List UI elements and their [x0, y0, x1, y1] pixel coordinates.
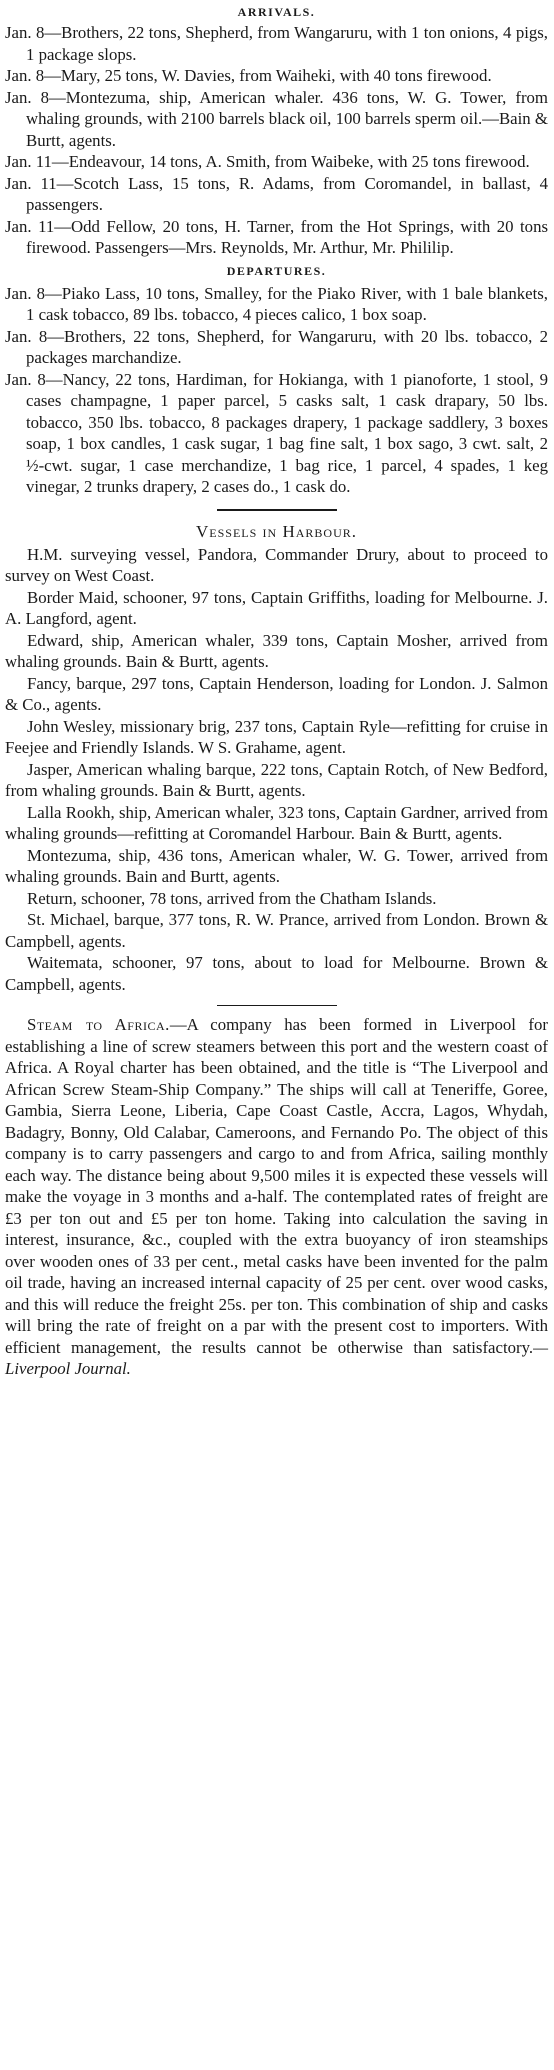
departures-heading: DEPARTURES. — [226, 263, 327, 278]
arrival-entry: Jan. 11—Scotch Lass, 15 tons, R. Adams, from Coromandel, in ballast, 4 passengers. — [5, 173, 548, 214]
vessel-entry: Montezuma, ship, 436 tons, American whaler, W. G. Tower, arrived from whaling grounds. Bain and Burtt, agents. — [5, 845, 548, 886]
departure-entry: Jan. 8—Piako Lass, 10 tons, Smalley, for the Piako River, with 1 bale blankets, 1 cask tobacco, 89 lbs. tobacco, 4 pieces calico, 1 box soap. — [5, 283, 548, 324]
vessel-entry: Jasper, American whaling barque, 222 tons, Captain Rotch, of New Bedford, from whaling grounds. Bain & Burtt, agents. — [5, 759, 548, 800]
vessel-entry: H.M. surveying vessel, Pandora, Commander Drury, about to proceed to survey on West Coast. — [5, 544, 548, 585]
vessel-entry: Border Maid, schooner, 97 tons, Captain Griffiths, loading for Melbourne. J. A. Langford, agent. — [5, 587, 548, 628]
article-body: —A company has been formed in Liverpool for establishing a line of screw steamers between this port and the western coast of Africa. A Royal charter has been obtained, and the title is “The Liverpool and African Screw Steam-Ship Company.” The ships will call at Teneriffe, Goree, Gambia, Sierra Leone, Liberia, Cape Coast Castle, Accra, Lagos, Whydah, Badagry, Bonny, Old Calabar, Cameroons, and Fernando Po. The object of this company is to carry passengers and cargo to and from Africa, sailing monthly each way. The distance being about 9,500 miles it is expected these vessels will make the voyage in 3 months and a-half. The contemplated rates of freight are £3 per ton out and £5 per ton home. Taking into calculation the saving in interest, insurance, &c., coupled with the extra buoyancy of iron steamships over wooden ones of 33 per cent., metal casks have been invented for the palm oil trade, having an increased internal capacity of 25 per cent. over wood casks, and this will reduce the freight 25s. per ton. This combination of ship and casks will bring the rate of freight on a par with the present cost to importers. With efficient management, the results cannot be otherwise than satisfactory. — [5, 1015, 548, 1357]
steam-to-africa-article — [5, 1014, 548, 1380]
article-lead: Steam to Africa. — [27, 1015, 170, 1034]
arrivals-heading: ARRIVALS. — [237, 5, 316, 19]
vessel-entry: Return, schooner, 78 tons, arrived from the Chatham Islands. — [27, 888, 437, 908]
section-divider — [217, 509, 337, 511]
arrival-entry: Jan. 8—Mary, 25 tons, W. Davies, from Waiheki, with 40 tons firewood. — [5, 66, 492, 85]
arrivals-section — [5, 4, 548, 259]
article-source: —Liverpool Journal. — [5, 1337, 548, 1378]
vessel-entry: John Wesley, missionary brig, 237 tons, Captain Ryle—refitting for cruise in Feejee and Friendly Islands. W S. Grahame, agent. — [5, 716, 548, 757]
departure-entry: Jan. 8—Brothers, 22 tons, Shepherd, for Wangaruru, with 20 lbs. tobacco, 2 packages marchandize. — [5, 326, 548, 367]
departure-entry: Jan. 8—Nancy, 22 tons, Hardiman, for Hokianga, with 1 pianoforte, 1 stool, 9 cases champagne, 1 paper parcel, 5 casks salt, 1 cask drapary, 50 lbs. tobacco, 350 lbs. tobacco, 8 packages drapery, 1 package saddlery, 3 boxes soap, 1 box candles, 1 cask sugar, 1 bag fine salt, 1 box sago, 3 cwt. salt, 2 ½-cwt. sugar, 1 case merchandize, 1 bag rice, 1 parcel, 4 spades, 1 keg vinegar, 2 trunks drapery, 2 cases do., 1 cask do. — [5, 369, 548, 496]
article-divider — [217, 1005, 337, 1006]
vessels-title: Vessels in Harbour. — [196, 521, 357, 541]
vessel-entry: St. Michael, barque, 377 tons, R. W. Prance, arrived from London. Brown & Campbell, agents. — [5, 910, 548, 951]
vessel-entry: Fancy, barque, 297 tons, Captain Henderson, loading for London. J. Salmon & Co., agents. — [5, 673, 548, 714]
arrival-entry: Jan. 11—Endeavour, 14 tons, A. Smith, from Waibeke, with 25 tons firewood. — [5, 152, 530, 171]
arrival-entry: Jan. 8—Montezuma, ship, American whaler. 436 tons, W. G. Tower, from whaling grounds, with 2100 barrels black oil, 100 barrels sperm oil.—Bain & Burtt, agents. — [5, 87, 548, 150]
vessel-entry: Edward, ship, American whaler, 339 tons, Captain Mosher, arrived from whaling grounds. Bain & Burtt, agents. — [5, 630, 548, 671]
arrival-entry: Jan. 8—Brothers, 22 tons, Shepherd, from Wangaruru, with 1 ton onions, 4 pigs, 1 package slops. — [5, 23, 548, 64]
arrival-entry: Jan. 11—Odd Fellow, 20 tons, H. Tarner, from the Hot Springs, with 20 tons firewood. Passengers—Mrs. Reynolds, Mr. Arthur, Mr. Phililip. — [5, 216, 548, 257]
vessels-in-harbour-section — [5, 521, 548, 996]
vessel-entry: Lalla Rookh, ship, American whaler, 323 tons, Captain Gardner, arrived from whaling grounds—refitting at Coromandel Harbour. Bain & Burtt, agents. — [5, 802, 548, 843]
article-paragraph — [5, 1014, 548, 1380]
vessel-entry: Waitemata, schooner, 97 tons, about to load for Melbourne. Brown & Campbell, agents. — [5, 953, 548, 994]
departures-section — [5, 263, 548, 498]
